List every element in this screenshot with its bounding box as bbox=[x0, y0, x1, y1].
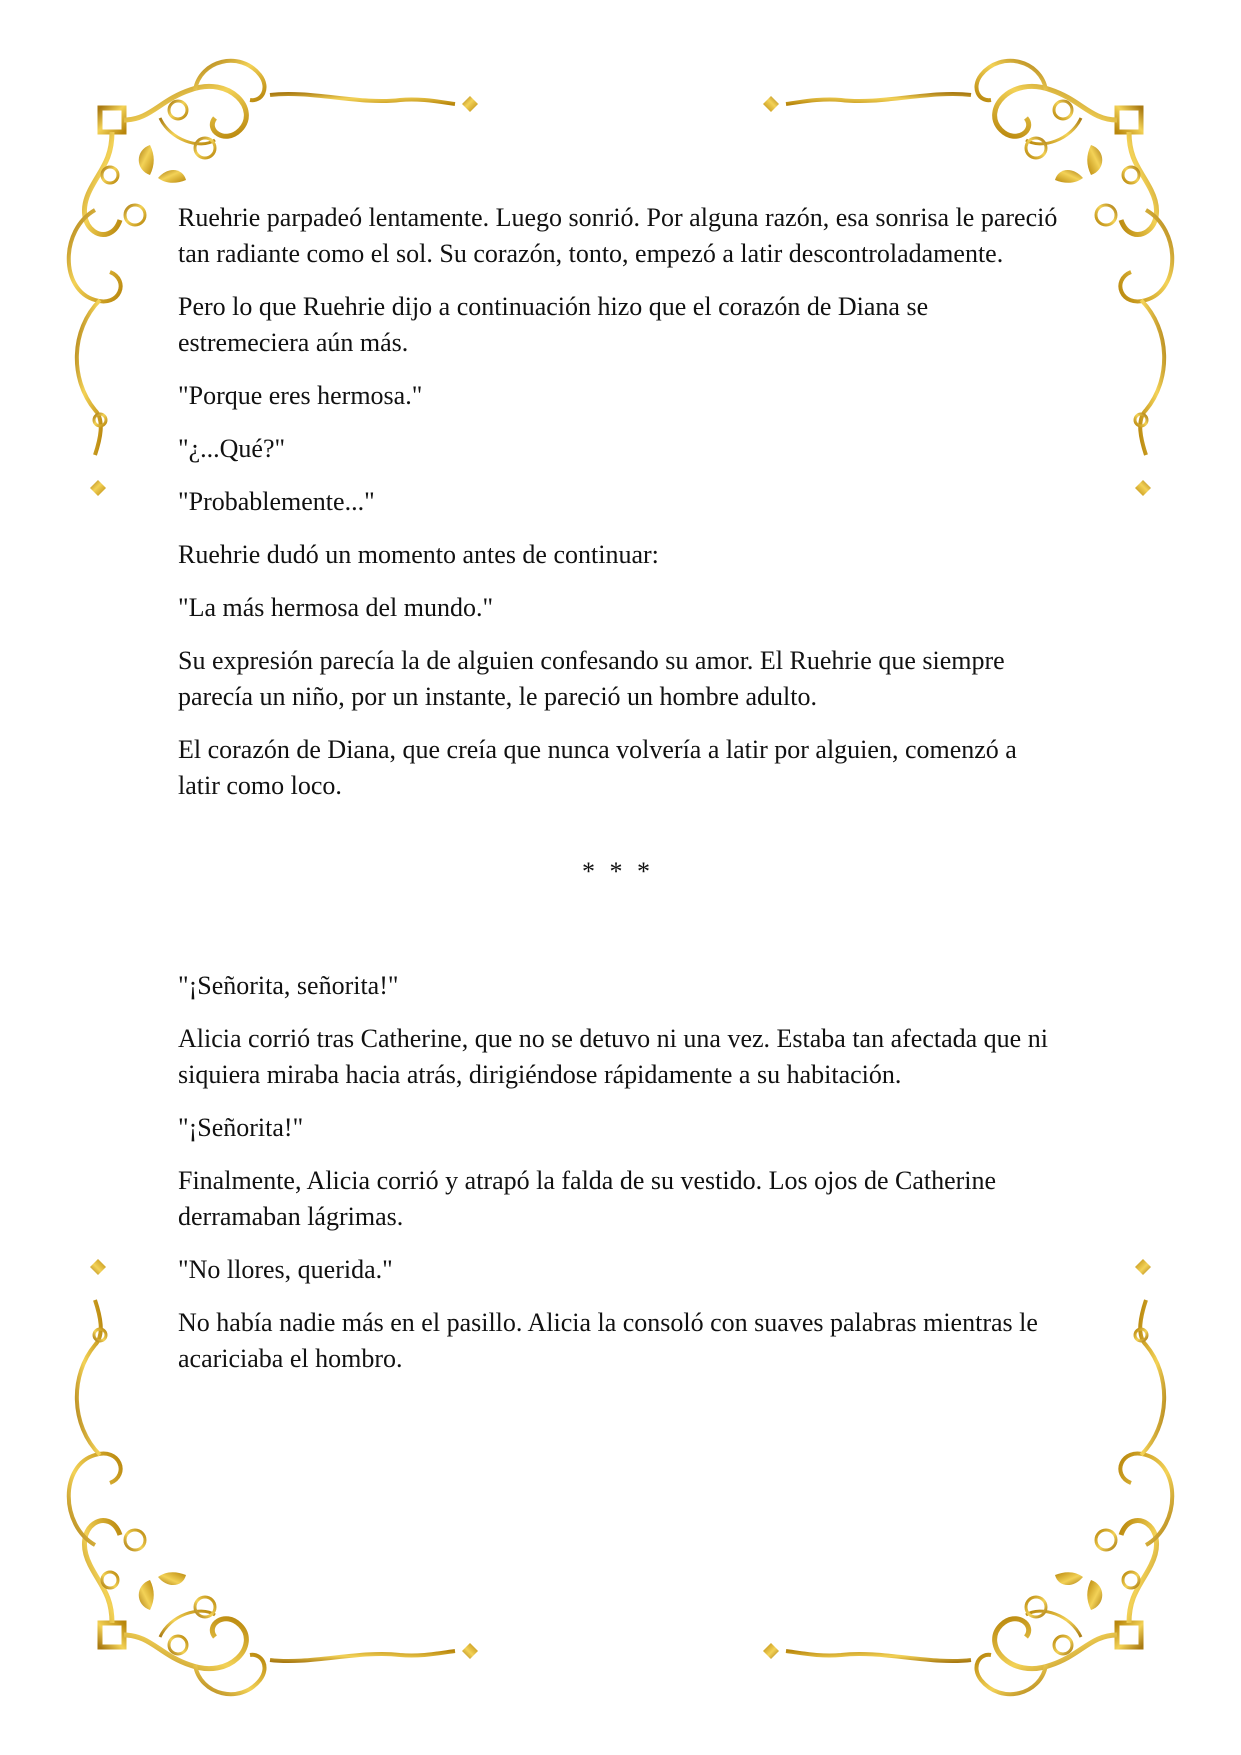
paragraph: Alicia corrió tras Catherine, que no se detuvo ni una vez. Estaba tan afectada que ni siquiera miraba hacia atrás, dirigiéndose rápidamente a su habitación. bbox=[178, 1024, 1048, 1089]
paragraph: Ruehrie dudó un momento antes de continuar: bbox=[178, 540, 659, 569]
paragraph: "La más hermosa del mundo." bbox=[178, 593, 494, 622]
paragraph: "¡Señorita, señorita!" bbox=[178, 971, 399, 1000]
paragraph: "¡Señorita!" bbox=[178, 1113, 304, 1142]
scene-separator: * * * bbox=[582, 857, 654, 886]
page-text bbox=[178, 200, 1058, 1394]
paragraph: "No llores, querida." bbox=[178, 1255, 393, 1284]
paragraph: "Probablemente..." bbox=[178, 487, 375, 516]
paragraph: Su expresión parecía la de alguien confesando su amor. El Ruehrie que siempre parecía un niño, por un instante, le pareció un hombre adulto. bbox=[178, 646, 1005, 711]
paragraph: "¿...Qué?" bbox=[178, 434, 286, 463]
paragraph: "Porque eres hermosa." bbox=[178, 381, 423, 410]
paragraph: No había nadie más en el pasillo. Alicia la consoló con suaves palabras mientras le acariciaba el hombro. bbox=[178, 1308, 1038, 1373]
paragraph: Pero lo que Ruehrie dijo a continuación hizo que el corazón de Diana se estremeciera aún más. bbox=[178, 292, 929, 357]
paragraph: Ruehrie parpadeó lentamente. Luego sonrió. Por alguna razón, esa sonrisa le pareció tan radiante como el sol. Su corazón, tonto, empezó a latir descontroladamente. bbox=[178, 203, 1058, 268]
paragraph: Finalmente, Alicia corrió y atrapó la falda de su vestido. Los ojos de Catherine derramaban lágrimas. bbox=[178, 1166, 997, 1231]
paragraph: El corazón de Diana, que creía que nunca volvería a latir por alguien, comenzó a latir como loco. bbox=[178, 735, 1017, 800]
